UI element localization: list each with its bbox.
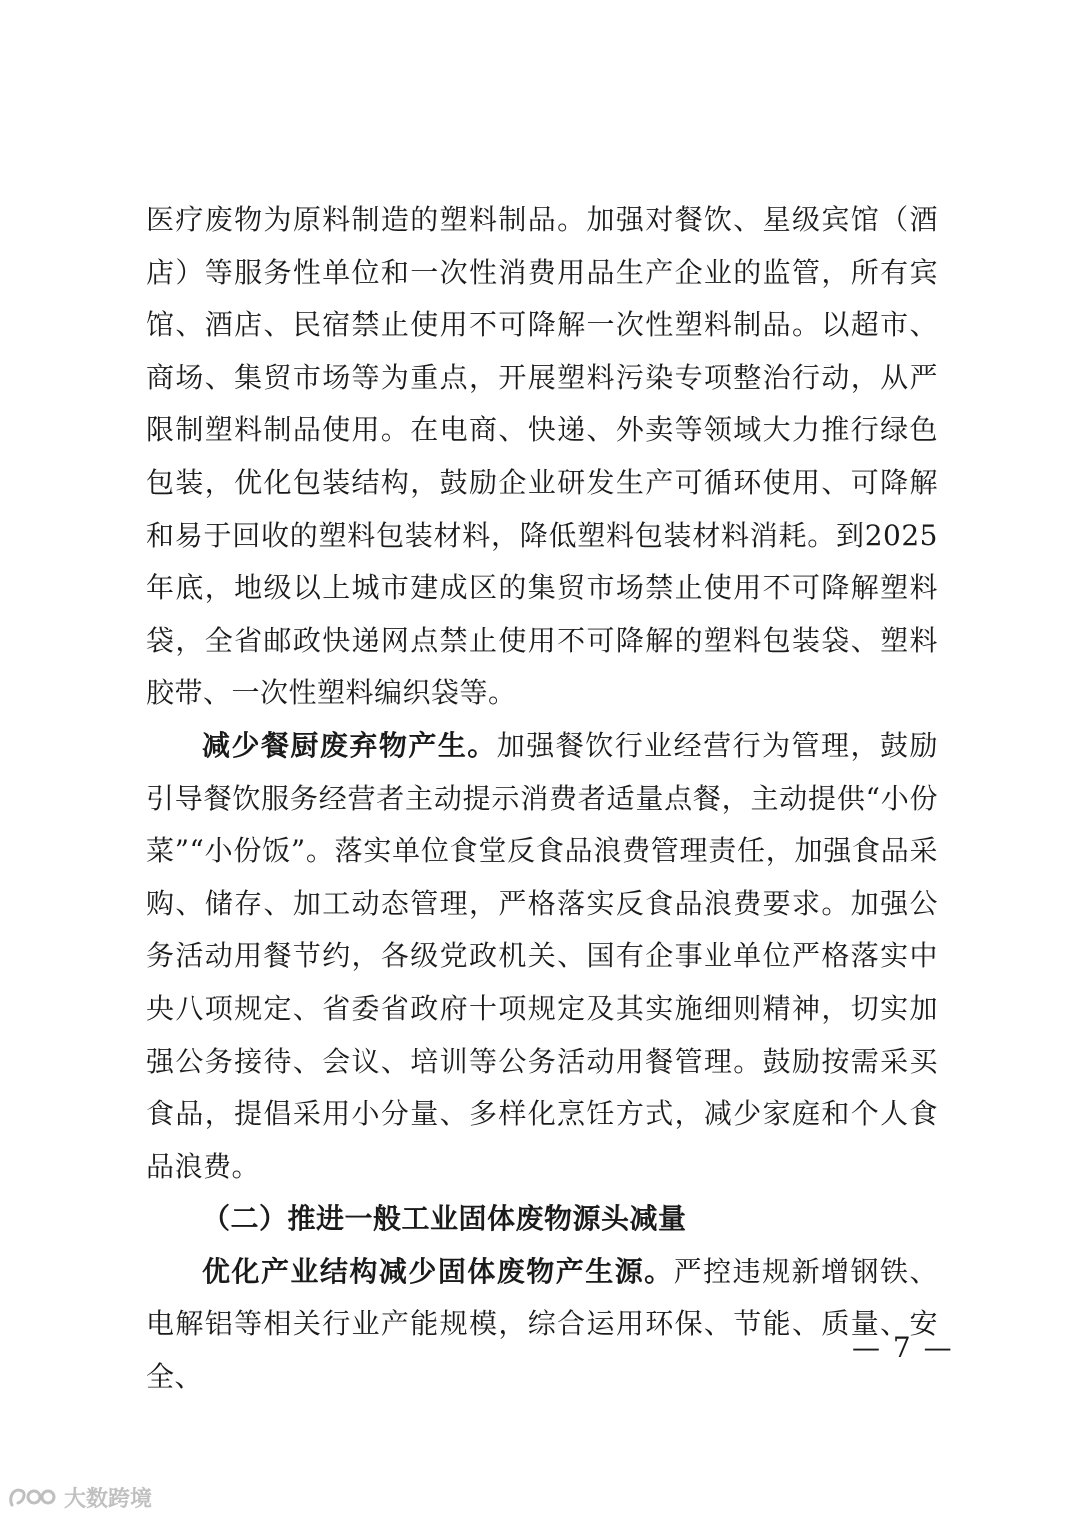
watermark [6,1482,152,1513]
paragraph-text: 严控违规新增钢铁、电解铝等相关行业产能规模，综合运用环保、节能、质量、安全、 [146,1254,938,1394]
paragraph-lead: 减少餐厨废弃物产生。 [202,728,497,762]
document-body [146,194,938,1404]
paragraph-industrial-structure [146,1246,938,1404]
paragraph-text: 加强餐饮行业经营行为管理，鼓励引导餐饮服务经营者主动提示消费者适量点餐，主动提供“小份菜”“小份饭”。落实单位食堂反食品浪费管理责任，加强食品采购、储存、加工动态管理，严格落实反食品浪费要求。加强公务活动用餐节约，各级党政机关、国有企事业单位严格落实中央八项规定、省委省政府十项规定及其实施细则精神，切实加强公务接待、会议、培训等公务活动用餐管理。鼓励按需采买食品，提倡采用小分量、多样化烹饪方式，减少家庭和个人食品浪费。 [146,728,938,1183]
page-number: — 7 — [852,1331,954,1364]
watermark-text: 大数跨境 [64,1487,153,1512]
watermark-logo-icon [6,1483,58,1513]
paragraph-text: 医疗废物为原料制造的塑料制品。加强对餐饮、星级宾馆（酒店）等服务性单位和一次性消费用品生产企业的监管，所有宾馆、酒店、民宿禁止使用不可降解一次性塑料制品。以超市、商场、集贸市场等为重点，开展塑料污染专项整治行动，从严限制塑料制品使用。在电商、快递、外卖等领域大力推行绿色包装，优化包装结构，鼓励企业研发生产可循环使用、可降解和易于回收的塑料包装材料，降低塑料包装材料消耗。到2025年底，地级以上城市建成区的集贸市场禁止使用不可降解塑料袋，全省邮政快递网点禁止使用不可降解的塑料包装袋、塑料胶带、一次性塑料编织袋等。 [146,203,938,710]
paragraph-lead: 优化产业结构减少固体废物产生源。 [202,1254,674,1288]
section-heading: （二）推进一般工业固体废物源头减量 [202,1202,687,1236]
paragraph-kitchen-waste [146,720,938,1193]
paragraph-plastic-products [146,194,938,720]
